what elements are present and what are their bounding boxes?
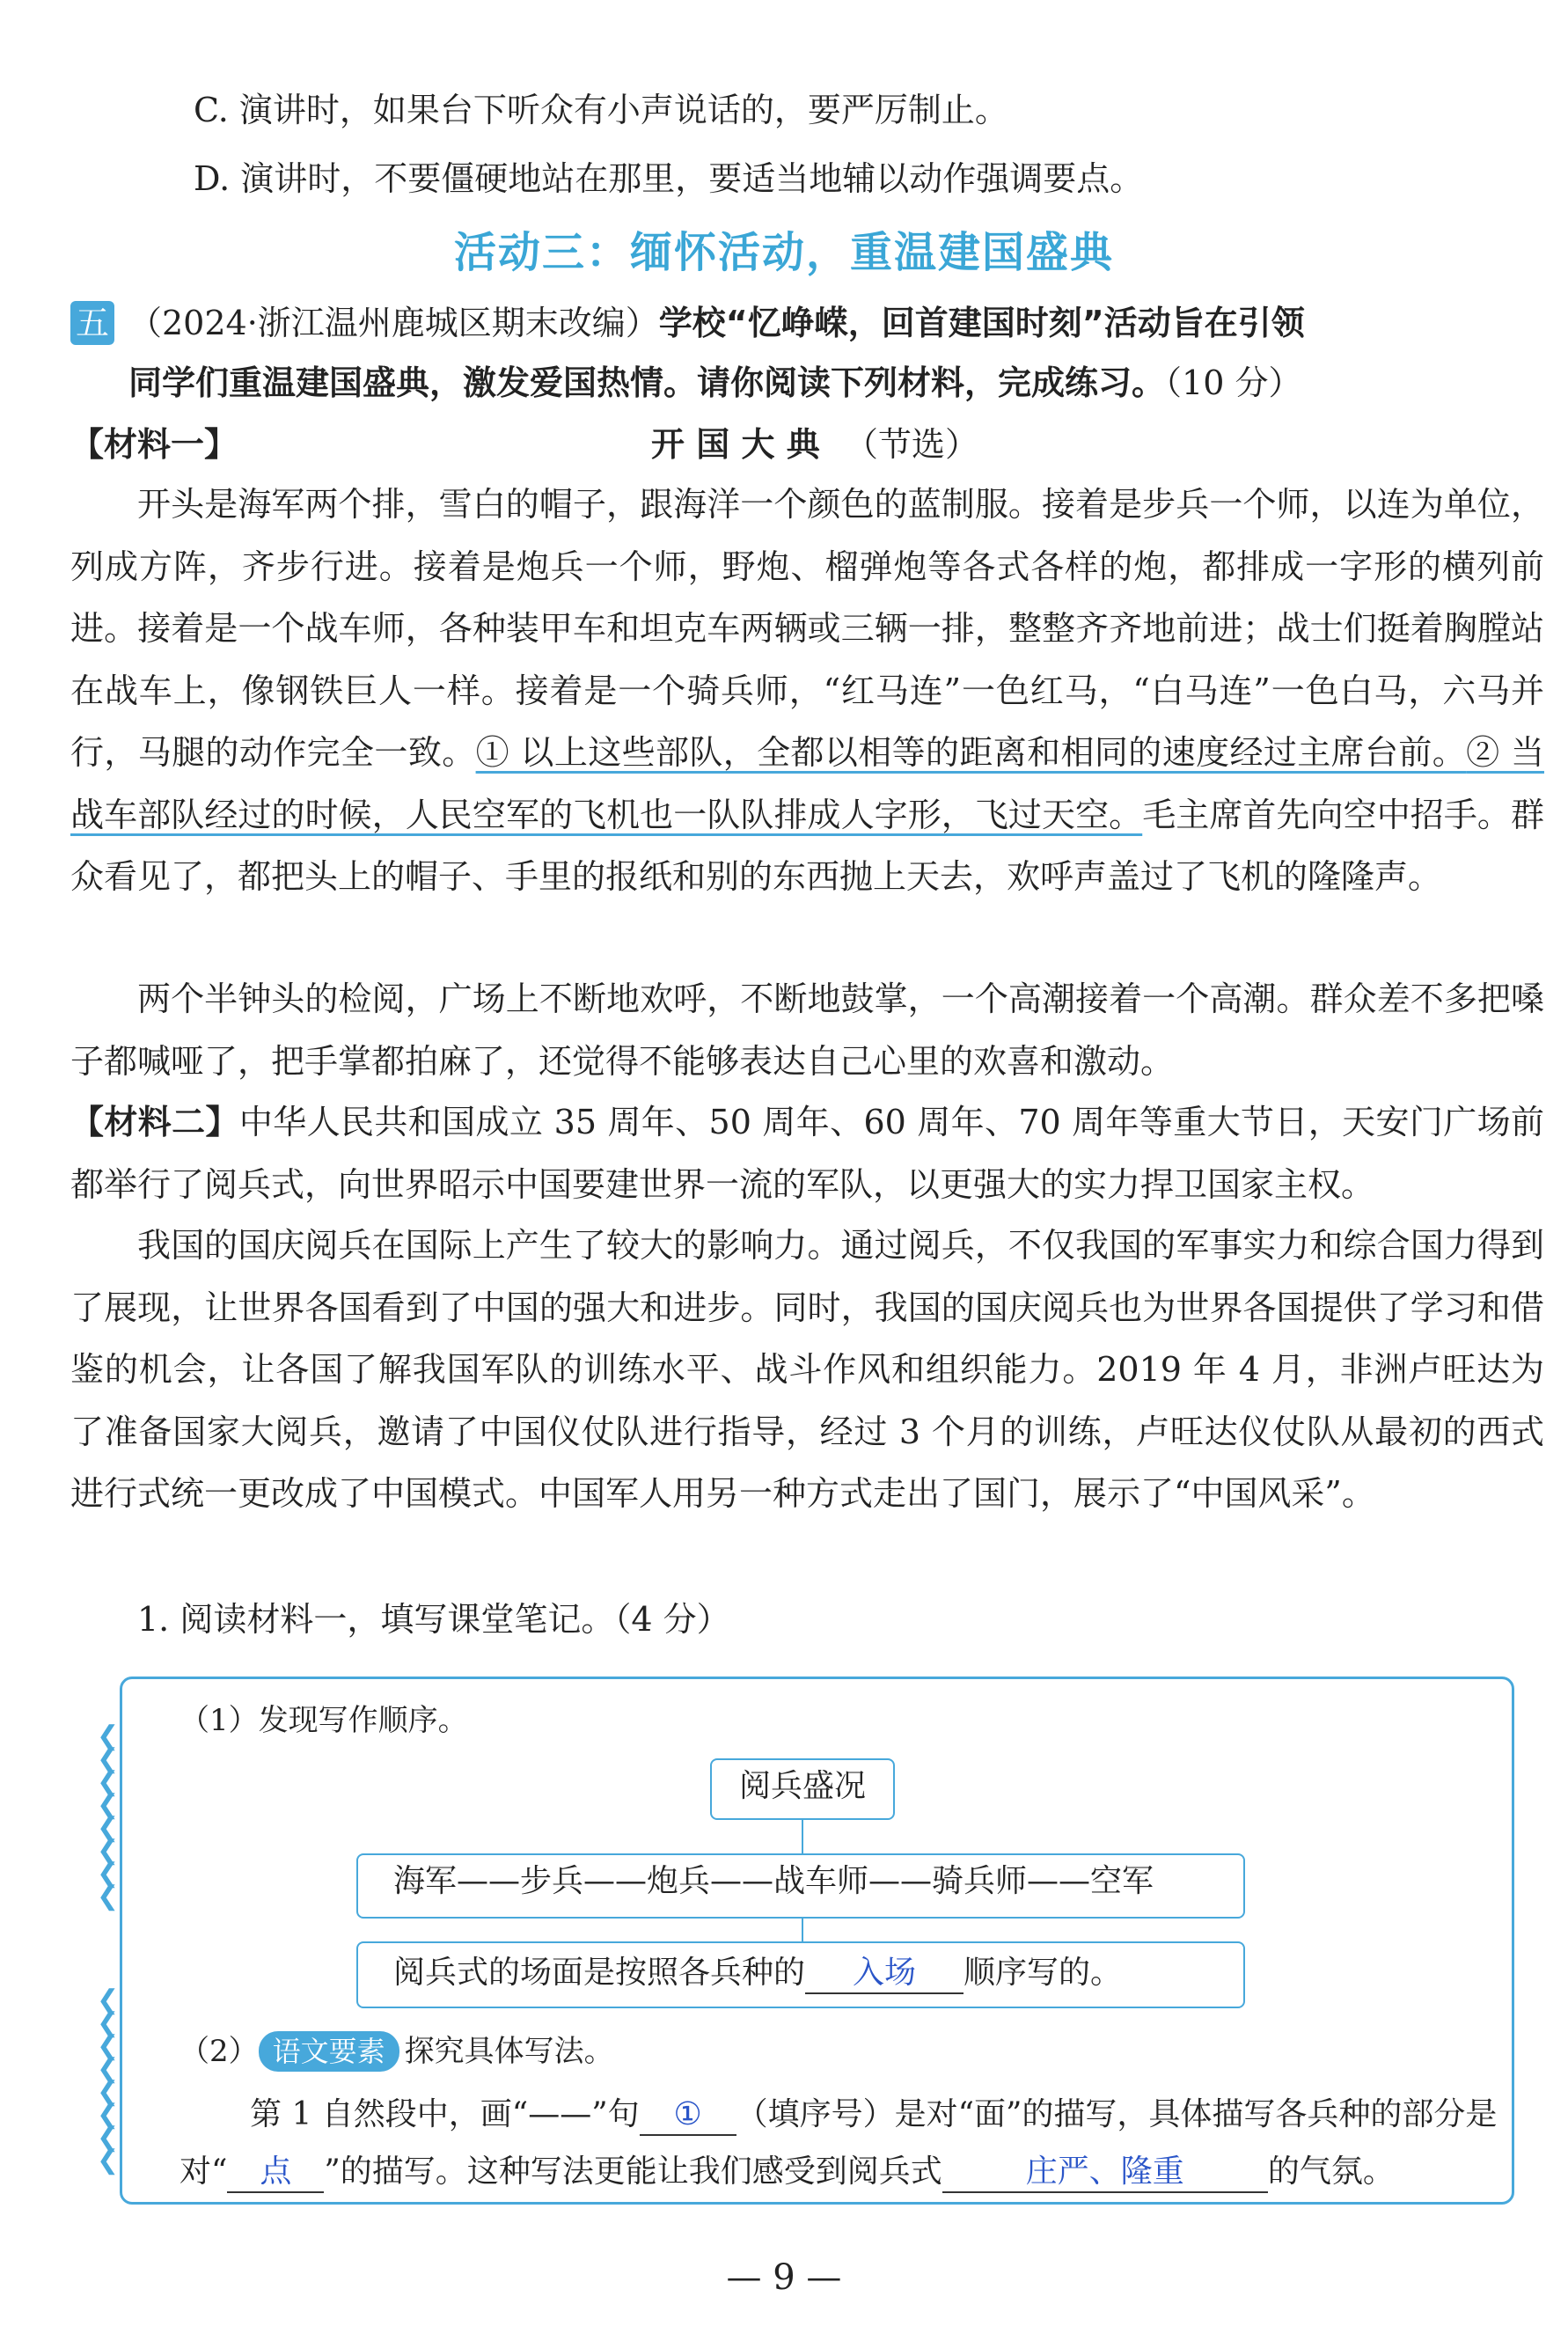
material1-paragraph1 bbox=[70, 473, 1544, 908]
part2-text: 探究具体写法。 bbox=[404, 2034, 614, 2069]
option-c: C. 演讲时，如果台下听众有小声说话的，要严厉制止。 bbox=[194, 91, 1008, 129]
material1-title: 开 国 大 典 bbox=[651, 425, 820, 464]
material2-p1: 中华人民共和国成立 35 周年、50 周年、60 周年、70 周年等重大节日，天安门广场前都举行了阅兵式，向世界昭示中国要建世界一流的军队，以更强大的实力捍卫国家主权。 bbox=[70, 1103, 1544, 1204]
material1-p1-b: 毛主席首先向空中招手。群众看见了，都把头上的帽子、手里的报纸和别的东西抛上天去，欢呼声盖过了飞机的隆隆声。 bbox=[70, 795, 1544, 896]
blank-point[interactable]: 点 bbox=[227, 2153, 324, 2193]
blank-atmosphere[interactable]: 庄严、隆重 bbox=[942, 2153, 1268, 2193]
binding-spiral-bottom: ❮ ❮ ❮ ❮ ❮ ❮ ❮ ❮ bbox=[97, 1985, 120, 2176]
line1-post: （填序号）是对“面”的描写，具体描写各兵种的部分是 bbox=[736, 2096, 1498, 2132]
question-prompt-a: 学校“忆峥嵘，回首建国时刻”活动旨在引领 bbox=[658, 304, 1305, 342]
page-number-value: 9 bbox=[773, 2257, 795, 2298]
material1-label: 【材料一】 bbox=[70, 425, 238, 464]
box-fill-pre: 阅兵式的场面是按照各兵种的 bbox=[393, 1955, 806, 1991]
chinese-element-tag: 语文要素 bbox=[259, 2031, 399, 2072]
question-prompt-b: 同学们重温建国盛典，激发爱国热情。请你阅读下列材料，完成练习。 bbox=[128, 363, 1166, 402]
material1-header bbox=[70, 422, 1544, 466]
question-badge: 五 bbox=[70, 301, 114, 345]
binding-spiral-top: ❮ ❮ ❮ ❮ ❮ ❮ ❮ ❮ bbox=[97, 1721, 120, 1911]
blank-sentence-number[interactable]: ① bbox=[640, 2095, 736, 2136]
line2-pre: 对“ bbox=[180, 2154, 228, 2190]
page-number: — 9 — bbox=[726, 2257, 842, 2298]
material2-paragraph2: 我国的国庆阅兵在国际上产生了较大的影响力。通过阅兵，不仅我国的军事实力和综合国力得到了展现，让世界各国看到了中国的强大和进步。同时，我国的国庆阅兵也为世界各国提供了学习和借鉴的机会，让各国了解我国军队的训练水平、战斗作风和组织能力。2019 年 4 月，非洲卢旺达为了准备国家大阅兵，邀请了中国仪仗队进行指导，经过 3 个月的训练，卢旺达仪仗队从最初的西式进行式统一更改成了中国模式。中国军人用另一种方式走出了国门，展示了“中国风采”。 bbox=[70, 1226, 1544, 1513]
box-title: 阅兵盛况 bbox=[710, 1758, 895, 1820]
material1-p1-a: 开头是海军两个排，雪白的帽子，跟海洋一个颜色的蓝制服。接着是步兵一个师，以连为单位，列成方阵，齐步行进。接着是炮兵一个师，野炮、榴弹炮等各式各样的炮，都排成一字形的横列前进。接着是一个战车师，各种装甲车和坦克车两辆或三辆一排，整整齐齐地前进；战士们挺着胸膛站在战车上，像钢铁巨人一样。接着是一个骑兵师，“红马连”一色红马，“白马连”一色白马，六马并行，马腿的动作完全一致。 bbox=[70, 485, 1544, 772]
connector-line-1 bbox=[802, 1820, 803, 1855]
question-score: （10 分） bbox=[1165, 363, 1302, 402]
part2-num: （2） bbox=[180, 2034, 259, 2069]
part1-label: （1）发现写作顺序。 bbox=[180, 1703, 468, 1738]
material2-label: 【材料二】 bbox=[70, 1103, 239, 1141]
connector-line-2 bbox=[802, 1919, 803, 1943]
question1-text: 1. 阅读材料一，填写课堂笔记。（4 分） bbox=[137, 1600, 730, 1639]
line2-mid: ”的描写。这种写法更能让我们感受到阅兵式 bbox=[324, 2154, 942, 2190]
part2-header bbox=[180, 2029, 614, 2073]
question-source: （2024·浙江温州鹿城区期末改编） bbox=[128, 304, 659, 342]
note-panel bbox=[120, 1677, 1514, 2205]
box-fill-post: 顺序写的。 bbox=[964, 1955, 1123, 1991]
question-prompt-line2 bbox=[128, 361, 1301, 405]
line1-pre: 第 1 自然段中，画“——”句 bbox=[250, 2096, 640, 2132]
part2-line1 bbox=[250, 2093, 1497, 2137]
option-d: D. 演讲时，不要僵硬地站在那里，要适当地辅以动作强调要点。 bbox=[194, 159, 1144, 198]
box-fill bbox=[356, 1941, 1245, 2008]
part2-line2 bbox=[180, 2150, 1395, 2194]
material1-paragraph2: 两个半钟头的检阅，广场上不断地欢呼，不断地鼓掌，一个高潮接着一个高潮。群众差不多把嗓子都喊哑了，把手掌都拍麻了，还觉得不能够表达自己心里的欢喜和激动。 bbox=[70, 980, 1544, 1081]
question-prompt-line1 bbox=[128, 301, 1305, 345]
box-order: 海军——步兵——炮兵——战车师——骑兵师——空军 bbox=[356, 1853, 1245, 1919]
blank-entry-order[interactable]: 入场 bbox=[805, 1954, 964, 1994]
underlined-sentence-2: ② 当战车部队经过的时候，人民空军的飞机也一队队排成人字形，飞过天空。 bbox=[70, 733, 1544, 834]
line2-post: 的气氛。 bbox=[1267, 2154, 1395, 2190]
activity-heading: 活动三：缅怀活动，重温建国盛典 bbox=[453, 228, 1114, 277]
material2-paragraph1 bbox=[70, 1091, 1544, 1215]
material1-note: （节选） bbox=[845, 425, 979, 464]
underlined-sentence-1: ① 以上这些部队，全都以相等的距离和相同的速度经过主席台前。 bbox=[475, 733, 1467, 772]
